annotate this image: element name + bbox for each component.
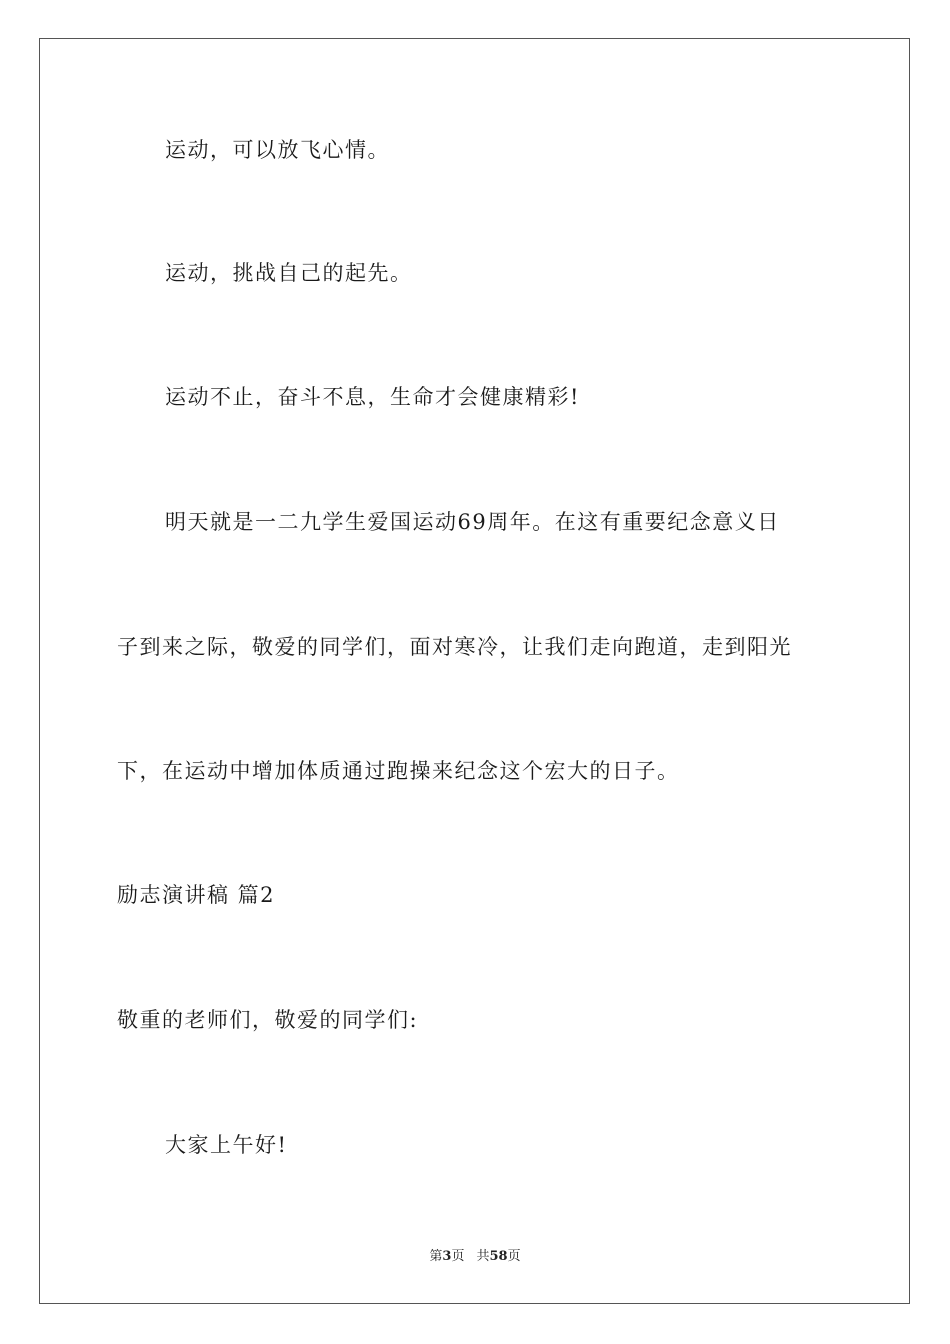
paragraph-line: 子到来之际，敬爱的同学们，面对寒冷，让我们走向跑道，走到阳光 [117, 635, 792, 659]
section-heading: 励志演讲稿 篇2 [117, 883, 276, 907]
paragraph-line: 明天就是一二九学生爱国运动69周年。在这有重要纪念意义日 [165, 510, 780, 534]
total-pages: 58 [489, 1249, 508, 1264]
paragraph-line: 下，在运动中增加体质通过跑操来纪念这个宏大的日子。 [117, 759, 680, 783]
paragraph-line: 运动，挑战自己的起先。 [165, 261, 413, 285]
total-prefix: 共 [476, 1249, 490, 1264]
page-frame [39, 38, 910, 1304]
paragraph-line: 运动不止，奋斗不息，生命才会健康精彩! [165, 385, 580, 409]
total-suffix: 页 [507, 1249, 521, 1264]
paragraph-line: 大家上午好! [165, 1133, 288, 1157]
page-suffix: 页 [451, 1249, 465, 1264]
salutation: 敬重的老师们，敬爱的同学们: [117, 1008, 419, 1032]
page-footer [0, 1248, 950, 1266]
page-number: 3 [442, 1249, 452, 1264]
paragraph-line: 运动，可以放飞心情。 [165, 138, 390, 162]
page-prefix: 第 [429, 1249, 443, 1264]
